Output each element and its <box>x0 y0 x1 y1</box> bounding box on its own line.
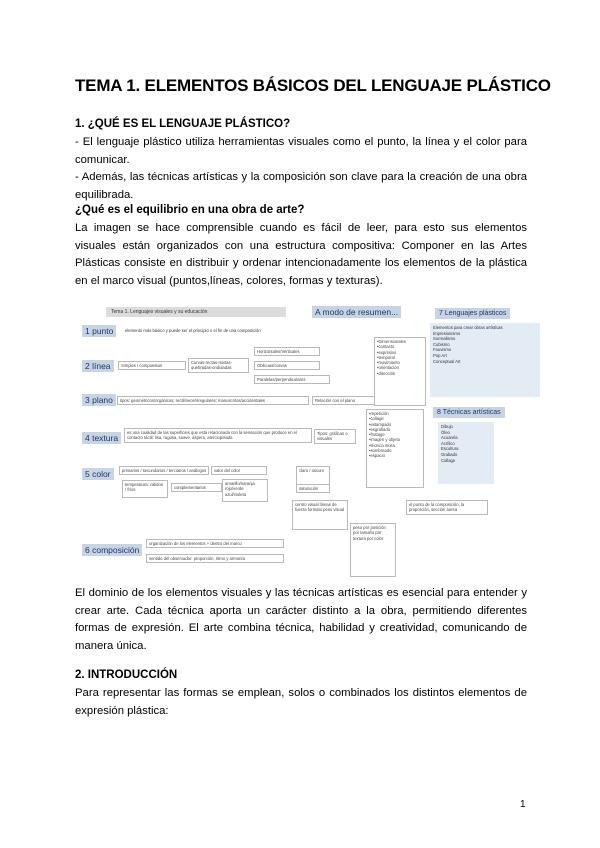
row-text-plano: tipos: geométricos/orgánicos; rectilíneos/irregulares; manuscritos/accidentales <box>117 396 309 405</box>
comp-cell-2: peso por posición por tamaño por textura por color <box>350 523 396 577</box>
bullet-2: - Además, las técnicas artísticas y la composición son clave para la creación de una obra equilibrada. <box>75 171 527 201</box>
summary-label: A modo de resumen... <box>312 306 401 318</box>
technique-paragraph: El dominio de los elementos visuales y las técnicas artísticas es esencial para entender y crear arte. Cada técnica aporta un carácter distinto a la obra, permitiendo diferentes formas de expresión. El arte combina técnica, habilidad y creatividad, comunicando de manera única. <box>75 587 527 652</box>
equilibrium-paragraph: La imagen se hace comprensible cuando es fácil de leer, para esto sus elementos visuales están organizados con una estructura compositiva: Componer en las Artes Plásticas consiste en distribuir y ordenar intencionadamente los elementos de la plástica en el marco visual (puntos,líneas, colores, formas y texturas). <box>75 222 527 287</box>
concept-map-diagram <box>78 303 544 576</box>
bullet-1: - El lenguaje plástico utiliza herramientas visuales como el punto, la línea y el color para comunicar. <box>75 136 527 166</box>
page-number: 1 <box>520 799 526 810</box>
page-title: TEMA 1. ELEMENTOS BÁSICOS DEL LENGUAJE PLÁSTICO <box>75 76 551 95</box>
middle-list-1: •Dimensionales •contacto •expresivo •temporal •movimiento •orientación •dirección <box>374 337 426 406</box>
comp-cell-4: el punto de la composición, la proporción, sección áurea <box>406 500 488 515</box>
line-cell-1: Curvas-rectas-mixtas-quebradas-onduladas <box>188 358 249 373</box>
section1-bullets <box>75 134 527 204</box>
row-text-textura: es una cualidad de las superficies que está relacionada con la sensación que produce en el contacto táctil: lisa, rugosa, suave, áspera, aterciopelada <box>124 428 312 443</box>
color-cell-4: valor del color <box>211 466 267 475</box>
row-label-linea: 2 línea <box>82 360 114 372</box>
section2-heading: 2. INTRODUCCIÓN <box>75 669 178 681</box>
row-text-linea: Simples / compuestas <box>118 361 186 370</box>
line-cell-4: Paralelas/perpendiculares <box>254 375 330 384</box>
line-cell-2: Horizontales/Verticales <box>254 347 320 356</box>
row-label-plano: 3 plano <box>82 394 116 406</box>
panel8-body: Dibujo Óleo Acuarela Acrílico Escultura Grabado Collage <box>438 422 494 484</box>
row-text-color: primarios / secundarios / terciarios / análogos <box>119 466 209 475</box>
row-text-punto: elemento más básico y puede ser el principio o el fin de una composición <box>125 328 261 333</box>
diagram-topic: Tema 1. Lenguajes visuales y su educación <box>106 307 286 317</box>
row-label-composicion: 6 composición <box>82 544 142 556</box>
plano-cell: Relación con el plano <box>312 396 378 405</box>
section1-heading: 1. ¿QUÉ ES EL LENGUAJE PLÁSTICO? <box>75 118 291 130</box>
section2-paragraph: Para representar las formas se emplean, solos o combinados los distintos elementos de expresión plástica: <box>75 687 527 717</box>
panel8-heading: 8 Técnicas artísticas <box>433 407 505 418</box>
row-label-punto: 1 punto <box>82 325 116 337</box>
comp-cell-1: centro visual líneas de fuerza formato peso visual <box>292 500 348 530</box>
line-cell-3: Oblicuas/curvas <box>254 361 320 370</box>
comp-cell-3: sentido del observador: proporción, ritmo y armonía <box>146 554 284 563</box>
equilibrium-subheading: ¿Qué es el equilibrio en una obra de arte? <box>75 204 305 216</box>
row-label-color: 5 color <box>82 468 114 480</box>
row-text-composicion: organización de los elementos + dentro del marco <box>146 539 284 548</box>
panel7-body: Elementos para crear obras artísticas Impresionismo Surrealismo Cubismo Fauvismo Pop Art Conceptual Art <box>430 323 540 397</box>
row-label-textura: 4 textura <box>82 432 121 444</box>
color-cell-6: saturación <box>296 484 330 493</box>
middle-list-2: •repetición •collage •estampado •esgrafiado •frottage •imagen y objeto •técnica mixta •sombreado •espacio <box>366 409 424 488</box>
color-cell-5: claro / oscuro <box>296 466 330 485</box>
color-cell-1: temperatura: cálidos / fríos <box>122 480 168 498</box>
color-cell-3: amarillo/naranja rojo/verde azul/violeta <box>222 479 268 502</box>
color-cell-2: complementarios <box>171 483 222 492</box>
textura-cell: Tipos: gráficas o visuales <box>314 429 356 444</box>
panel7-heading: 7 Lenguajes plásticos <box>435 308 510 319</box>
